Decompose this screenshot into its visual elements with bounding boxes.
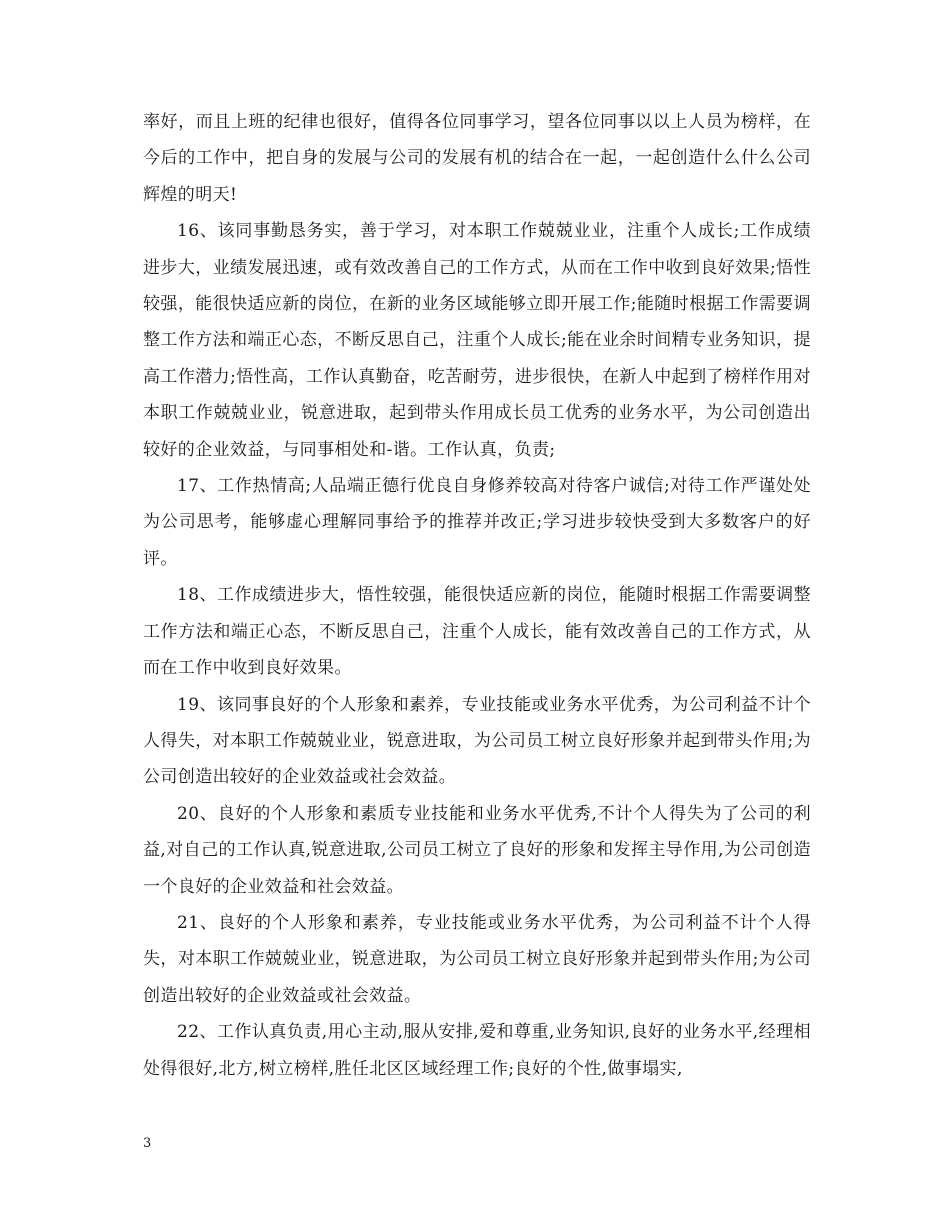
paragraph-item-20: 20、良好的个人形象和素质专业技能和业务水平优秀,不计个人得失为了公司的利益,对自己的工作认真,锐意进取,公司员工树立了良好的形象和发挥主导作用,为公司创造一个良好的企业效益和社会效益。 (143, 803, 811, 897)
paragraph-item-19: 19、该同事良好的个人形象和素养，专业技能或业务水平优秀，为公司利益不计个人得失，对本职工作兢兢业业，锐意进取，为公司员工树立良好形象并起到带头作用;为公司创造出较好的企业效益或社会效益。 (143, 694, 811, 788)
paragraph-item-16: 16、该同事勤恳务实，善于学习，对本职工作兢兢业业，注重个人成长;工作成绩进步大，业绩发展迅速，或有效改善自己的工作方式，从而在工作中收到良好效果;悟性较强，能很快适应新的岗位，在新的业务区域能够立即开展工作;能随时根据工作需要调整工作方法和端正心态，不断反思自己，注重个人成长;能在业余时间精专业务知识，提高工作潜力;悟性高，工作认真勤奋，吃苦耐劳，进步很快，在新人中起到了榜样作用对本职工作兢兢业业，锐意进取，起到带头作用成长员工优秀的业务水平，为公司创造出较好的企业效益，与同事相处和-谐。工作认真，负责; (143, 221, 811, 460)
paragraph-item-22: 22、工作认真负责,用心主动,服从安排,爱和尊重,业务知识,良好的业务水平,经理相处得很好,北方,树立榜样,胜任北区区域经理工作;良好的个性,做事塌实, (143, 1022, 811, 1079)
paragraph-item-21: 21、良好的个人形象和素养，专业技能或业务水平优秀，为公司利益不计个人得失，对本职工作兢兢业业，锐意进取，为公司员工树立良好形象并起到带头作用;为公司创造出较好的企业效益或社会效益。 (143, 912, 811, 1006)
paragraph-continuation: 率好，而且上班的纪律也很好，值得各位同事学习，望各位同事以以上人员为榜样，在今后的工作中，把自身的发展与公司的发展有机的结合在一起，一起创造什么什么公司辉煌的明天! (143, 112, 811, 205)
paragraph-item-17: 17、工作热情高;人品端正德行优良自身修养较高对待客户诚信;对待工作严谨处处为公司思考，能够虚心理解同事给予的推荐并改正;学习进步较快受到大多数客户的好评。 (143, 476, 811, 569)
page-number: 3 (143, 1136, 152, 1151)
document-body (143, 104, 811, 1087)
paragraph-item-18: 18、工作成绩进步大，悟性较强，能很快适应新的岗位，能随时根据工作需要调整工作方法和端正心态，不断反思自己，注重个人成长，能有效改善自己的工作方式，从而在工作中收到良好效果。 (143, 585, 811, 679)
